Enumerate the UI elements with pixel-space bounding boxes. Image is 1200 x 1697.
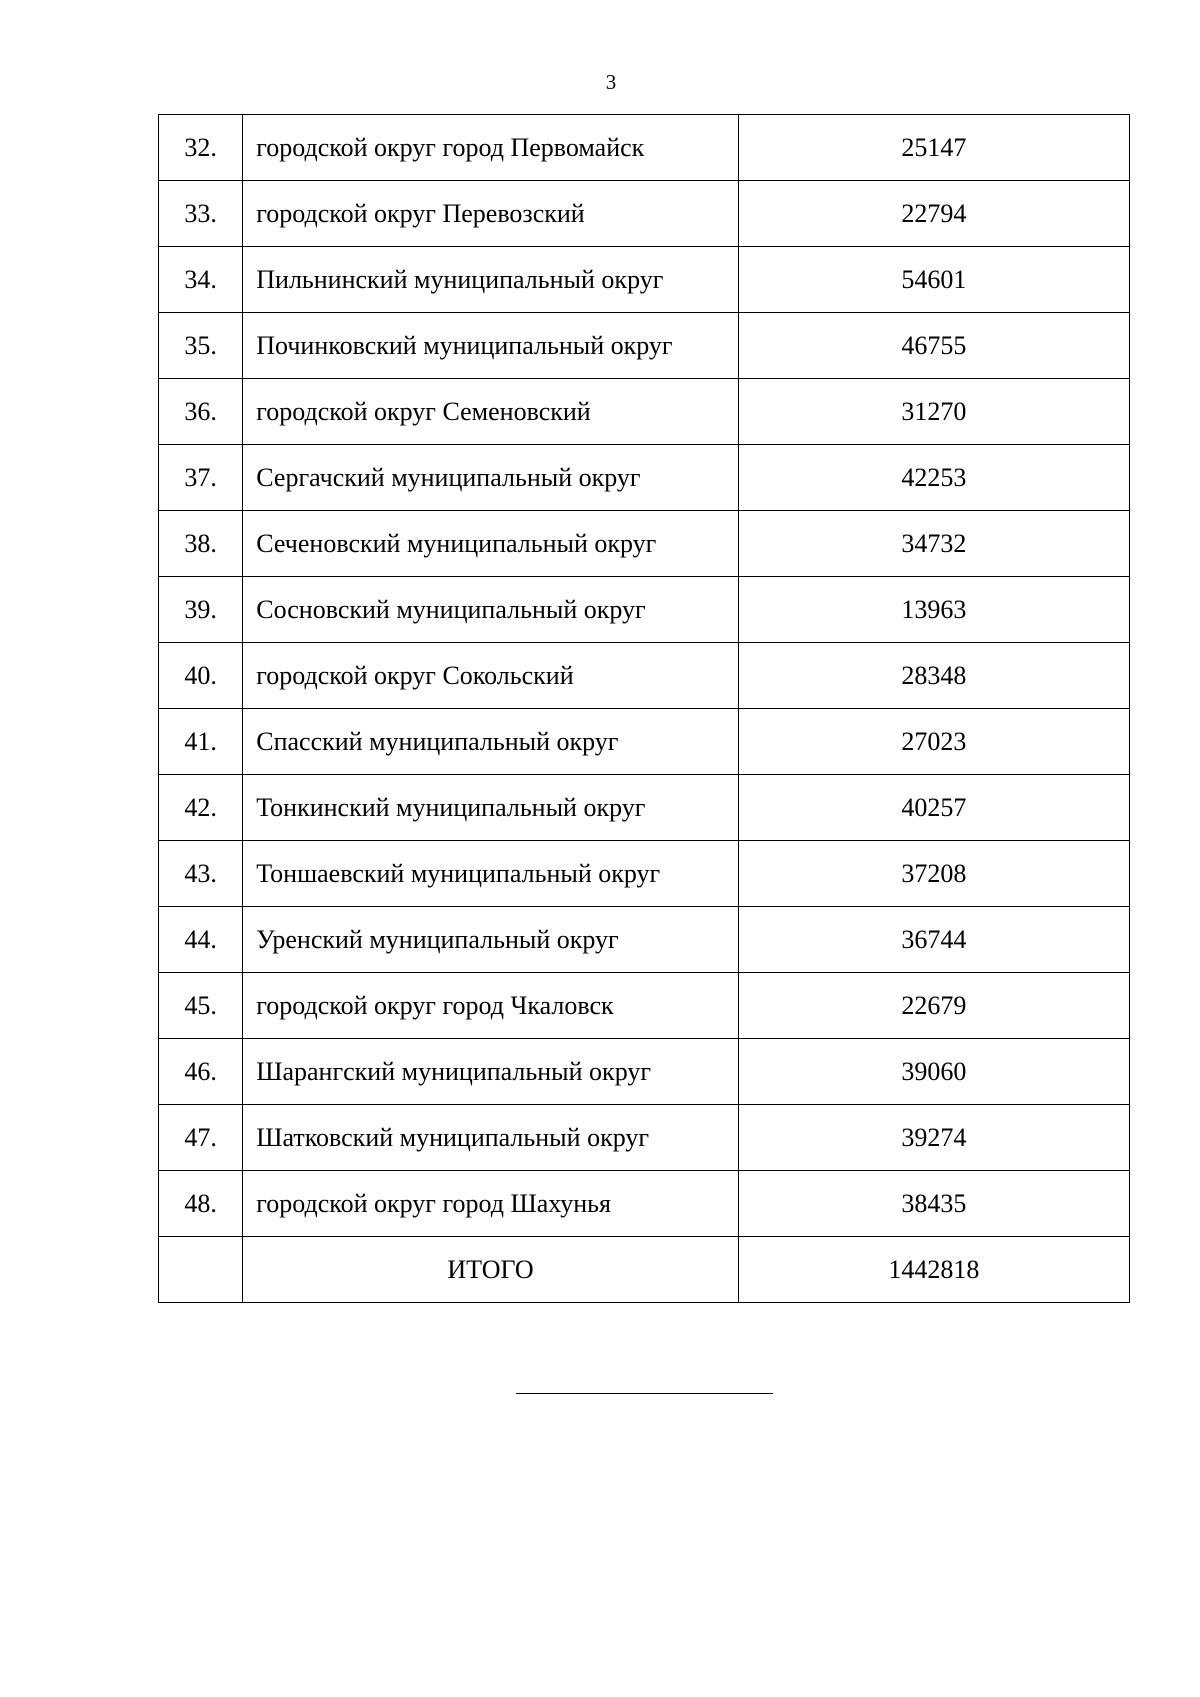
- table-row: [159, 775, 1130, 841]
- row-number: 38.: [159, 511, 243, 577]
- district-value: 37208: [738, 841, 1129, 907]
- district-name: Починковский муниципальный округ: [243, 313, 739, 379]
- total-row: [159, 1237, 1130, 1303]
- district-name: городской округ Перевозский: [243, 181, 739, 247]
- district-name: Спасский муниципальный округ: [243, 709, 739, 775]
- district-value: 28348: [738, 643, 1129, 709]
- table-row: [159, 709, 1130, 775]
- district-value: 54601: [738, 247, 1129, 313]
- district-value: 46755: [738, 313, 1129, 379]
- district-value: 31270: [738, 379, 1129, 445]
- district-value: 38435: [738, 1171, 1129, 1237]
- row-number: 47.: [159, 1105, 243, 1171]
- row-number: 36.: [159, 379, 243, 445]
- row-number: 42.: [159, 775, 243, 841]
- row-number: 45.: [159, 973, 243, 1039]
- district-name: Шатковский муниципальный округ: [243, 1105, 739, 1171]
- table-row: [159, 181, 1130, 247]
- total-label: ИТОГО: [243, 1237, 739, 1303]
- total-number-cell: [159, 1237, 243, 1303]
- district-name: Сергачский муниципальный округ: [243, 445, 739, 511]
- district-value: 22679: [738, 973, 1129, 1039]
- row-number: 39.: [159, 577, 243, 643]
- district-value: 42253: [738, 445, 1129, 511]
- row-number: 37.: [159, 445, 243, 511]
- district-name: городской округ Семеновский: [243, 379, 739, 445]
- row-number: 44.: [159, 907, 243, 973]
- row-number: 32.: [159, 115, 243, 181]
- district-name: Шарангский муниципальный округ: [243, 1039, 739, 1105]
- table-row: [159, 115, 1130, 181]
- district-name: городской округ город Чкаловск: [243, 973, 739, 1039]
- table-row: [159, 1105, 1130, 1171]
- table-row: [159, 907, 1130, 973]
- district-name: Уренский муниципальный округ: [243, 907, 739, 973]
- district-value: 34732: [738, 511, 1129, 577]
- district-name: Тонкинский муниципальный округ: [243, 775, 739, 841]
- row-number: 43.: [159, 841, 243, 907]
- table-row: [159, 511, 1130, 577]
- table-row: [159, 643, 1130, 709]
- district-name: городской округ Сокольский: [243, 643, 739, 709]
- row-number: 48.: [159, 1171, 243, 1237]
- district-name: городской округ город Шахунья: [243, 1171, 739, 1237]
- district-name: Пильнинский муниципальный округ: [243, 247, 739, 313]
- row-number: 35.: [159, 313, 243, 379]
- row-number: 40.: [159, 643, 243, 709]
- district-value: 39274: [738, 1105, 1129, 1171]
- table-row: [159, 445, 1130, 511]
- table-row: [159, 841, 1130, 907]
- table-row: [159, 379, 1130, 445]
- district-value: 40257: [738, 775, 1129, 841]
- district-name: городской округ город Первомайск: [243, 115, 739, 181]
- district-value: 25147: [738, 115, 1129, 181]
- total-value: 1442818: [738, 1237, 1129, 1303]
- row-number: 33.: [159, 181, 243, 247]
- row-number: 34.: [159, 247, 243, 313]
- district-value: 36744: [738, 907, 1129, 973]
- table-row: [159, 973, 1130, 1039]
- row-number: 41.: [159, 709, 243, 775]
- table-row: [159, 313, 1130, 379]
- table-body: [159, 115, 1130, 1303]
- table-row: [159, 577, 1130, 643]
- district-value: 27023: [738, 709, 1129, 775]
- end-of-document-rule: [516, 1393, 773, 1394]
- table-row: [159, 1171, 1130, 1237]
- district-name: Тоншаевский муниципальный округ: [243, 841, 739, 907]
- district-name: Сосновский муниципальный округ: [243, 577, 739, 643]
- district-value: 13963: [738, 577, 1129, 643]
- district-value: 39060: [738, 1039, 1129, 1105]
- row-number: 46.: [159, 1039, 243, 1105]
- district-name: Сеченовский муниципальный округ: [243, 511, 739, 577]
- table-row: [159, 1039, 1130, 1105]
- page-number: 3: [605, 70, 617, 94]
- table-row: [159, 247, 1130, 313]
- municipal-districts-table: [158, 114, 1130, 1303]
- district-value: 22794: [738, 181, 1129, 247]
